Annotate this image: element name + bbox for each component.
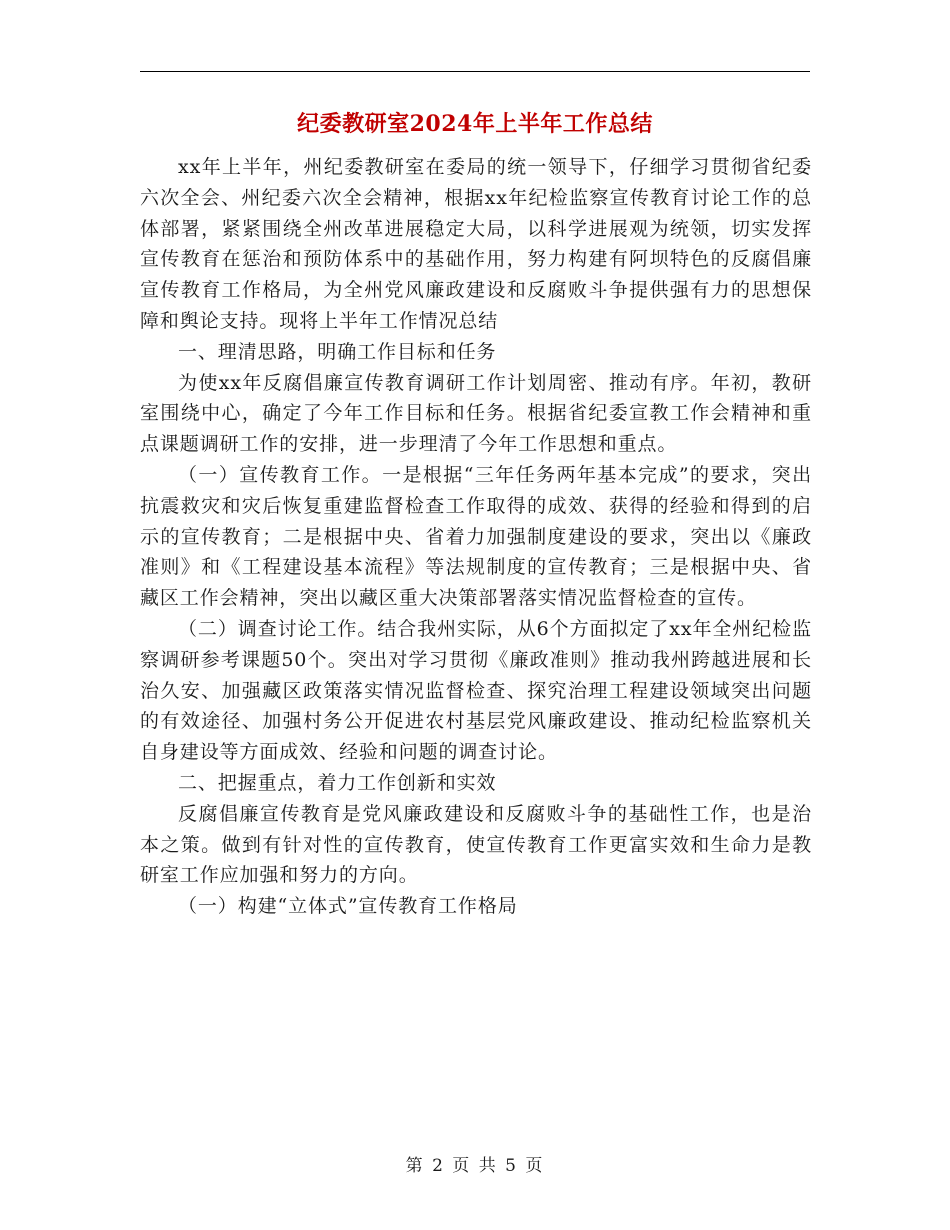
page-number: 第 2 页 共 5 页 bbox=[405, 1156, 545, 1176]
paragraph-intro: xx年上半年，州纪委教研室在委局的统一领导下，仔细学习贯彻省纪委六次全会、州纪委六次全会精神，根据xx年纪检监察宣传教育讨论工作的总体部署，紧紧围绕全州改革进展稳定大局，以科学进展观为统领，切实发挥宣传教育在惩治和预防体系中的基础作用，努力构建有阿坝特色的反腐倡廉宣传教育工作格局，为全州党风廉政建设和反腐败斗争提供强有力的思想保障和舆论支持。现将上半年工作情况总结 bbox=[140, 156, 812, 332]
paragraph-section-1-intro: 为使xx年反腐倡廉宣传教育调研工作计划周密、推动有序。年初，教研室围绕中心，确定了今年工作目标和任务。根据省纪委宣教工作会精神和重点课题调研工作的安排，进一步理清了今年工作思想和重点。 bbox=[140, 371, 812, 456]
paragraph-research-work: （二）调查讨论工作。结合我州实际，从6个方面拟定了xx年全州纪检监察调研参考课题50个。突出对学习贯彻《廉政准则》推动我州跨越进展和长治久安、加强藏区政策落实情况监督检查、探究治理工程建设领域突出问题的有效途径、加强村务公开促进农村基层党风廉政建设、推动纪检监察机关自身建设等方面成效、经验和问题的调查讨论。 bbox=[140, 617, 812, 764]
document-body bbox=[140, 152, 812, 922]
document-title: 纪委教研室2024年上半年工作总结 bbox=[297, 111, 653, 137]
subsection-heading-1: （一）构建“立体式”宣传教育工作格局 bbox=[178, 895, 518, 918]
paragraph-publicity-education: （一）宣传教育工作。一是根据“三年任务两年基本完成”的要求，突出抗震救灾和灾后恢复重建监督检查工作取得的成效、获得的经验和得到的启示的宣传教育；二是根据中央、省着力加强制度建设的要求，突出以《廉政准则》和《工程建设基本流程》等法规制度的宣传教育；三是根据中央、省藏区工作会精神，突出以藏区重大决策部署落实情况监督检查的宣传。 bbox=[140, 463, 812, 610]
section-heading-2: 二、把握重点，着力工作创新和实效 bbox=[178, 771, 497, 794]
paragraph-section-2-intro: 反腐倡廉宣传教育是党风廉政建设和反腐败斗争的基础性工作，也是治本之策。做到有针对性的宣传教育，使宣传教育工作更富实效和生命力是教研室工作应加强和努力的方向。 bbox=[140, 802, 812, 887]
header-rule bbox=[140, 71, 810, 72]
section-heading-1: 一、理清思路，明确工作目标和任务 bbox=[178, 340, 497, 363]
